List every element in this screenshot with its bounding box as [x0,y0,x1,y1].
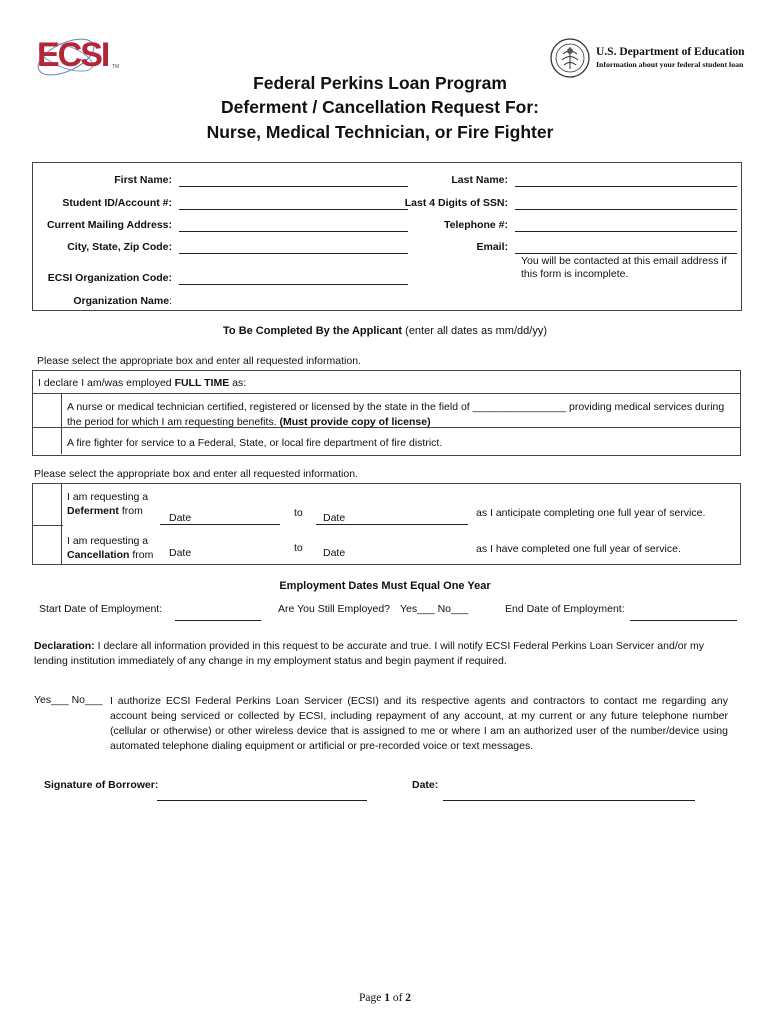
ed-subtitle: Information about your federal student loan [596,60,744,69]
deferment-line1: I am requesting a [67,491,149,503]
end-date-field[interactable] [630,620,737,621]
city-state-zip-field[interactable] [179,253,408,254]
ssn-field[interactable] [515,209,737,210]
first-name-label: First Name: [114,174,172,186]
deferment-line2: Deferment from [67,505,143,517]
email-note: You will be contacted at this email address if this form is incomplete. [521,255,727,280]
deferment-start-date-field[interactable] [160,524,280,525]
email-label: Email: [476,241,508,253]
end-date-label: End Date of Employment: [505,603,625,615]
cancellation-line1: I am requesting a [67,535,149,547]
student-id-label: Student ID/Account #: [62,197,172,209]
signature-date-field[interactable] [443,800,695,801]
telephone-field[interactable] [515,231,737,232]
still-employed-yes-no[interactable]: Yes___ No___ [400,603,469,615]
deferment-note: as I anticipate completing one full year of service. [476,507,706,519]
applicant-heading: To Be Completed By the Applicant (enter all dates as mm/dd/yy) [223,325,547,337]
signature-date-label: Date: [412,779,439,791]
deferment-to-label: to [294,507,303,519]
cancellation-start-date-label: Date [169,547,192,559]
signature-label: Signature of Borrower: [44,779,159,791]
ed-title: U.S. Department of Education [596,46,745,58]
deferment-end-date-label: Date [323,512,346,524]
deferment-end-date-field[interactable] [316,524,468,525]
start-date-field[interactable] [175,620,261,621]
start-date-label: Start Date of Employment: [39,603,163,615]
authorize-yes-no[interactable]: Yes___ No___ [34,694,103,706]
nurse-option-text: A nurse or medical technician certified, registered or licensed by the state in the field of ________________ providing medical services during the period for which I am requesting benefits. (Must provide copy of license) [67,401,725,428]
fire-fighter-option-text: A fire fighter for service to a Federal, State, or local fire department of fire district. [67,437,443,449]
signature-field[interactable] [157,800,367,801]
form-title-line1: Federal Perkins Loan Program [253,73,507,93]
nurse-checkbox[interactable] [33,394,61,427]
declaration: Declaration: I declare all information provided in this request to be accurate and true. I will notify ECSI Federal Perkins Loan Servicer and/or my lending institution immediately of any change in my employment status and begin payment if required. [34,640,704,667]
student-id-field[interactable] [179,209,408,210]
city-state-zip-label: City, State, Zip Code: [67,241,172,253]
mailing-address-label: Current Mailing Address: [46,219,172,231]
deferment-checkbox[interactable] [33,484,61,525]
ed-seal-icon [550,38,590,78]
last-name-field[interactable] [515,186,737,187]
ssn-label: Last 4 Digits of SSN: [404,197,508,209]
cancellation-end-date-label: Date [323,547,346,559]
ecsi-tm: TM [112,64,120,70]
form-title-line3: Nurse, Medical Technician, or Fire Fighter [206,122,554,142]
page-number: Page 1 of 2 [358,992,412,1004]
org-name-label: Organization Name: [73,295,172,307]
select-note-1: Please select the appropriate box and enter all requested information. [37,355,361,367]
form-title-line2: Deferment / Cancellation Request For: [221,97,539,117]
cancellation-to-label: to [294,542,303,554]
first-name-field[interactable] [179,186,408,187]
employment-heading: Employment Dates Must Equal One Year [279,580,491,592]
declare-employed: I declare I am/was employed FULL TIME as: [38,377,247,389]
org-code-field[interactable] [179,284,408,285]
select-note-2: Please select the appropriate box and enter all requested information. [34,468,358,480]
telephone-label: Telephone #: [444,219,508,231]
fire-fighter-checkbox[interactable] [33,428,61,454]
deferment-start-date-label: Date [169,512,192,524]
cancellation-line2: Cancellation from [67,549,154,561]
email-field[interactable] [515,253,737,254]
authorize-text: I authorize ECSI Federal Perkins Loan Servicer (ECSI) and its respective agents and contractors to contact me regarding any account being serviced or collected by ECSI, including repayment of any account, at my current or any future telephone number (cellular or otherwise) or other wireless device that is assigned to me or where I am an authorized user of the number/device using automated telephone dialing equipment or artificial or pre-recorded voice or text messages. [110,695,728,752]
cancellation-checkbox[interactable] [33,526,61,563]
org-code-label: ECSI Organization Code: [47,272,172,284]
mailing-address-field[interactable] [179,231,408,232]
still-employed-label: Are You Still Employed? [278,603,391,615]
last-name-label: Last Name: [451,174,508,186]
cancellation-note: as I have completed one full year of service. [476,543,681,555]
ecsi-logo-text: ECSI [37,36,109,74]
